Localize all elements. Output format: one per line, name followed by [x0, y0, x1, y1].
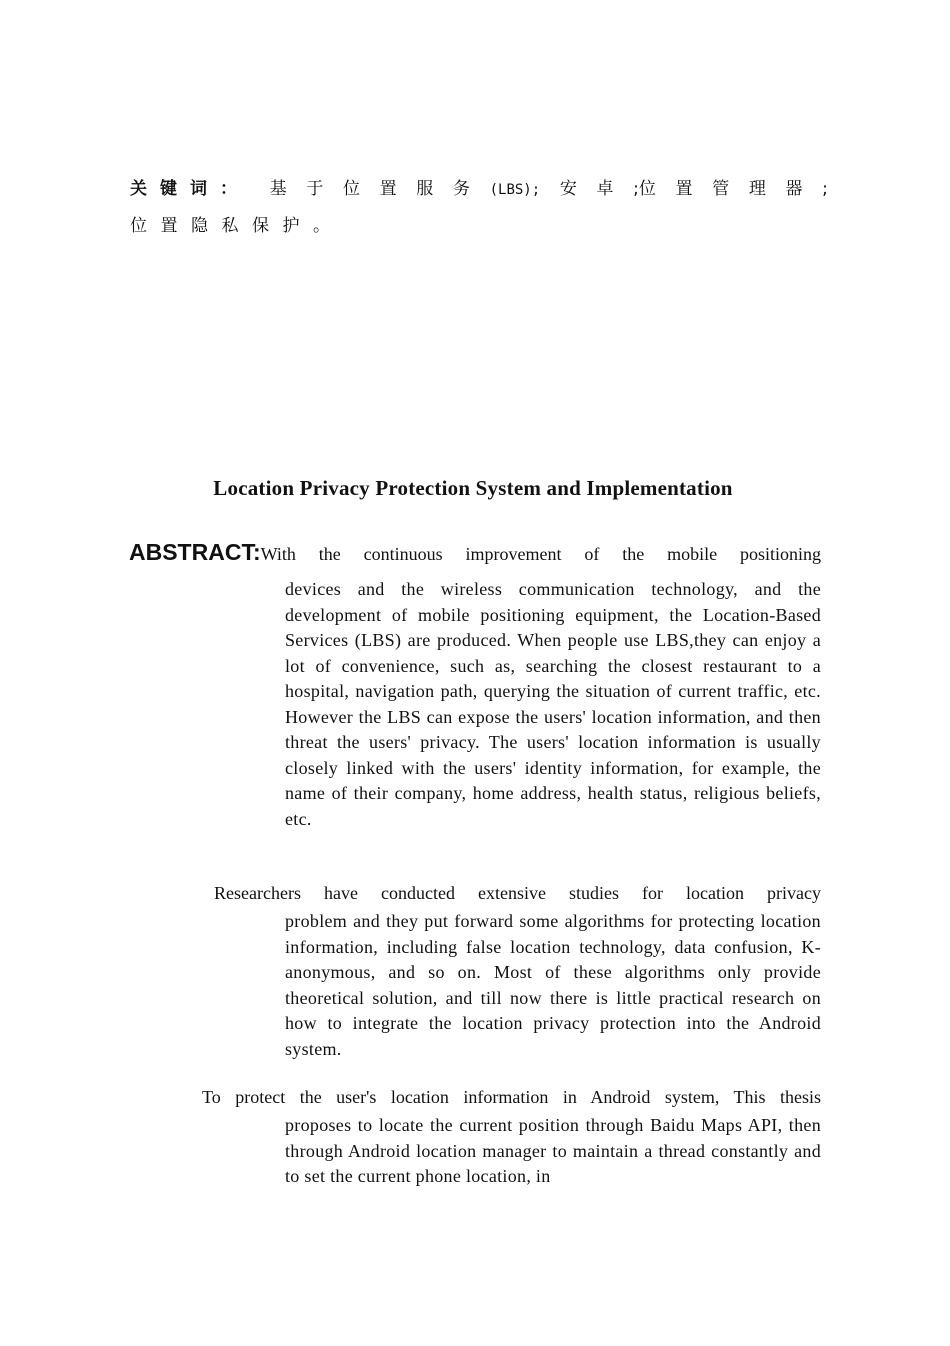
- keyword-char: 置: [379, 179, 397, 199]
- keyword-char: 安: [559, 179, 577, 199]
- keyword-char: ;: [822, 179, 828, 199]
- abstract-p1-first: With the continuous improvement of the mobile positioning: [260, 544, 821, 564]
- keyword-char: 服: [416, 179, 434, 199]
- keywords-continuation: 位置隐私保护。: [130, 216, 344, 236]
- keywords-label: 关键词：: [130, 179, 250, 199]
- abstract-p2-first: Researchers have conducted extensive studies for location privacy: [214, 883, 821, 903]
- abstract-paragraph-1: devices and the wireless communication technology, and the development of mobile positioning equipment, the Location-Based Services (LBS) are produced. When people use LBS,they can enjoy a lot of convenience, such as, searching the closest restaurant to a hospital, navigation path, querying the situation of current traffic, etc. However the LBS can expose the users' location information, and then threat the users' privacy. The users' location information is usually closely linked with the users' identity information, for example, the name of their company, home address, health status, religious beliefs, etc.: [285, 579, 821, 829]
- keyword-char: 理: [748, 179, 766, 199]
- keyword-lbs: (LBS);: [489, 182, 541, 198]
- keyword-char: 管: [712, 179, 730, 199]
- abstract-label: ABSTRACT:: [129, 539, 261, 565]
- abstract-p3-first: To protect the user's location information in Android system, This thesis: [202, 1087, 821, 1107]
- keywords-line-2: [130, 211, 828, 236]
- paper-title: Location Privacy Protection System and Implementation: [213, 476, 733, 500]
- keyword-char: 卓: [596, 179, 614, 199]
- keyword-char: 于: [306, 179, 324, 199]
- keyword-char: 置: [675, 179, 693, 199]
- keywords-line-1: [130, 174, 828, 199]
- keyword-char: 基: [269, 179, 287, 199]
- keyword-char: 器: [785, 179, 803, 199]
- keyword-char: ;位: [633, 179, 656, 199]
- keyword-char: 务: [452, 179, 470, 199]
- abstract-paragraph-3: proposes to locate the current position through Baidu Maps API, then through Android location manager to maintain a thread constantly and to set the current phone location, in: [285, 1115, 821, 1186]
- keyword-char: 位: [342, 179, 360, 199]
- abstract-paragraph-2: problem and they put forward some algorithms for protecting location information, including false location technology, data confusion, K-anonymous, and so on. Most of these algorithms only provide theoretical solution, and till now there is little practical research on how to integrate the location privacy protection into the Android system.: [285, 911, 821, 1059]
- abstract-first-line: [129, 539, 821, 566]
